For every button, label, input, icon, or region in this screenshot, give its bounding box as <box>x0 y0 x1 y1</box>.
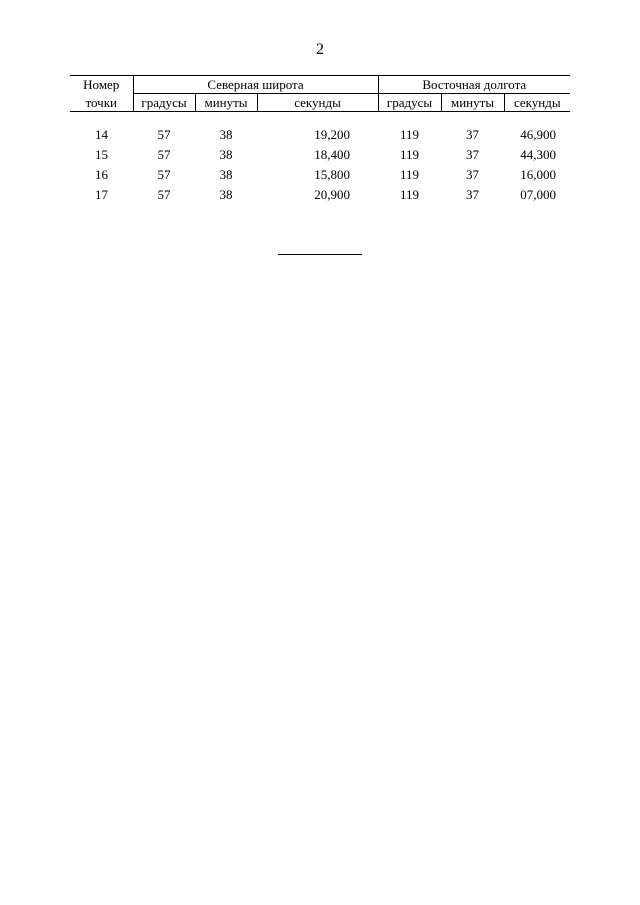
cell-lon-minutes: 37 <box>466 126 480 142</box>
cell-lon-minutes: 37 <box>466 186 480 202</box>
cell-lat-minutes: 38 <box>219 126 233 142</box>
header-row-top <box>70 76 570 94</box>
table-row <box>70 164 570 184</box>
cell-lat-seconds: 19,200 <box>314 126 351 142</box>
cell-lat-degrees: 57 <box>157 186 171 202</box>
cell-lon-seconds: 16,000 <box>520 166 557 182</box>
cell-lat-degrees: 57 <box>157 166 171 182</box>
header-row-bottom <box>70 94 570 112</box>
cell-lat-degrees: 57 <box>157 126 171 142</box>
cell-point: 14 <box>95 126 108 142</box>
header-point-number: Номер <box>70 76 133 94</box>
cell-lon-degrees: 119 <box>400 126 420 142</box>
page-number: 2 <box>316 41 324 58</box>
cell-point: 17 <box>95 186 108 202</box>
header-lon-seconds: секунды <box>504 94 570 112</box>
header-lat-seconds: секунды <box>257 94 378 112</box>
cell-lon-degrees: 119 <box>400 146 420 162</box>
cell-point: 15 <box>95 146 108 162</box>
cell-point: 16 <box>95 166 108 182</box>
cell-lon-degrees: 119 <box>400 166 420 182</box>
cell-lat-minutes: 38 <box>219 166 233 182</box>
header-lat-degrees: градусы <box>133 94 195 112</box>
cell-lat-degrees: 57 <box>157 146 171 162</box>
cell-lon-minutes: 37 <box>466 146 480 162</box>
header-lat-minutes: минуты <box>195 94 257 112</box>
cell-lon-seconds: 44,300 <box>520 146 557 162</box>
cell-lon-seconds: 07,000 <box>520 186 557 202</box>
header-north-latitude: Северная широта <box>133 76 378 94</box>
cell-lon-seconds: 46,900 <box>520 126 557 142</box>
table-row <box>70 144 570 164</box>
cell-lat-minutes: 38 <box>219 146 233 162</box>
header-lon-degrees: градусы <box>378 94 441 112</box>
cell-lat-seconds: 15,800 <box>314 166 351 182</box>
cell-lon-minutes: 37 <box>466 166 480 182</box>
header-east-longitude: Восточная долгота <box>378 76 570 94</box>
table-spacer-row <box>70 112 570 125</box>
cell-lon-degrees: 119 <box>400 186 420 202</box>
table-row <box>70 184 570 204</box>
cell-lat-minutes: 38 <box>219 186 233 202</box>
coordinates-table <box>70 75 570 204</box>
cell-lat-seconds: 18,400 <box>314 146 351 162</box>
header-point-label: точки <box>70 94 133 112</box>
header-lon-minutes: минуты <box>441 94 504 112</box>
cell-lat-seconds: 20,900 <box>314 186 351 202</box>
end-of-document-rule <box>278 254 362 255</box>
table-row <box>70 124 570 144</box>
